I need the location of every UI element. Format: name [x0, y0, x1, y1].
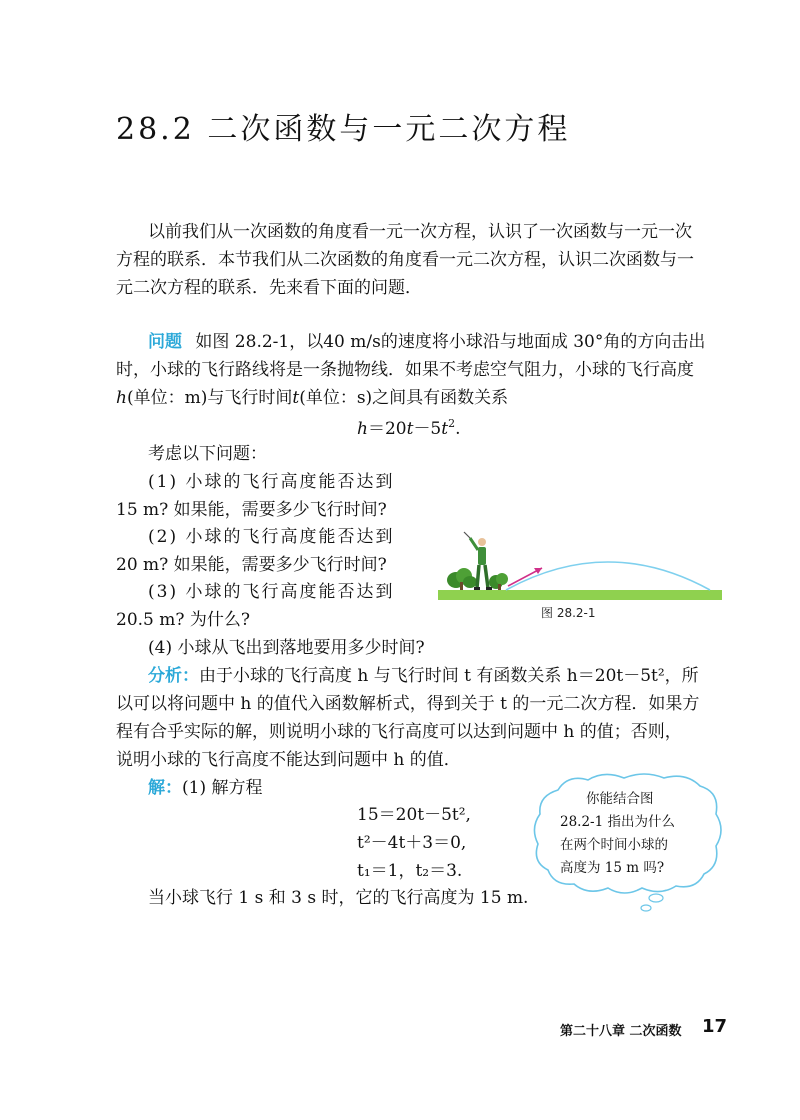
cloud-line-4: 高度为 15 m 吗? — [560, 860, 665, 876]
cloud-line-2: 28.2-1 指出为什么 — [560, 814, 676, 830]
analysis-label: 分析： — [148, 666, 199, 686]
question-3-line-1: (3) 小球的飞行高度能否达到 — [148, 582, 395, 602]
question-2-line-2: 20 m? 如果能，需要多少飞行时间? — [116, 555, 387, 575]
intro-line-1: 以前我们从一次函数的角度看一元一次方程，认识了一次函数与一元一次 — [148, 222, 692, 242]
footer-chapter: 第二十八章 二次函数 — [560, 1024, 682, 1039]
solution-label: 解： — [148, 778, 182, 798]
problem-text-1: 如图 28.2-1，以40 m/s的速度将小球沿与地面成 30°角的方向击出 — [195, 332, 706, 352]
golf-figure — [438, 524, 724, 604]
question-1-line-2: 15 m? 如果能，需要多少飞行时间? — [116, 500, 387, 520]
intro-line-2: 方程的联系．本节我们从二次函数的角度看一元二次方程，认识二次函数与一 — [116, 250, 694, 270]
formula-eq: ＝20 — [367, 419, 407, 439]
question-4: (4) 小球从飞出到落地要用多少时间? — [148, 638, 425, 658]
analysis-line-1 — [148, 662, 699, 691]
cloud-bubble-2 — [641, 905, 651, 911]
var-h: h — [116, 388, 127, 408]
question-1-line-1: (1) 小球的飞行高度能否达到 — [148, 472, 395, 492]
trajectory-arc — [506, 562, 710, 590]
problem-line-1 — [148, 328, 705, 357]
question-2-line-1: (2) 小球的飞行高度能否达到 — [148, 527, 395, 547]
solution-eq-3: t₁＝1，t₂＝3. — [357, 861, 463, 881]
formula-sup: 2 — [448, 417, 456, 430]
problem-text-3a: (单位：m)与飞行时间 — [126, 388, 293, 408]
solution-eq-1: 15＝20t－5t², — [357, 805, 471, 825]
questions-intro: 考虑以下问题： — [148, 444, 267, 464]
problem-line-3 — [116, 384, 508, 413]
formula-end: . — [455, 419, 461, 439]
grass-strip — [438, 590, 722, 600]
solution-eq-2: t²－4t＋3＝0, — [357, 833, 467, 853]
formula-h: h — [357, 419, 368, 439]
problem-line-2: 时，小球的飞行路线将是一条抛物线．如果不考虑空气阻力，小球的飞行高度 — [116, 360, 694, 380]
problem-label: 问题 — [148, 332, 182, 352]
analysis-line-2: 以可以将问题中 h 的值代入函数解析式，得到关于 t 的一元二次方程．如果方 — [116, 694, 700, 714]
formula-mid: －5 — [413, 419, 442, 439]
bush-left — [447, 568, 477, 590]
formula-t1: t — [406, 419, 414, 439]
formula-t2: t — [441, 419, 449, 439]
solution-conclusion: 当小球飞行 1 s 和 3 s 时，它的飞行高度为 15 m. — [148, 888, 529, 908]
analysis-text-1: 由于小球的飞行高度 h 与飞行时间 t 有函数关系 h＝20t－5t²，所 — [199, 666, 699, 686]
page-number: 17 — [702, 1016, 728, 1037]
cloud-line-1: 你能结合图 — [586, 791, 654, 807]
intro-line-3: 元二次方程的联系．先来看下面的问题． — [116, 278, 422, 298]
cloud-bubble-1 — [649, 894, 663, 902]
analysis-line-4: 说明小球的飞行高度不能达到问题中 h 的值． — [116, 750, 461, 770]
analysis-line-3: 程有合乎实际的解，则说明小球的飞行高度可以达到问题中 h 的值；否则， — [116, 722, 682, 742]
cloud-line-3: 在两个时间小球的 — [560, 837, 668, 853]
solution-step: (1) 解方程 — [182, 778, 263, 798]
section-title: 28.2 二次函数与一元二次方程 — [116, 112, 571, 147]
solution-line — [148, 774, 262, 803]
problem-text-3b: (单位：s)之间具有函数关系 — [299, 388, 509, 408]
var-t: t — [292, 388, 300, 408]
question-3-line-2: 20.5 m? 为什么? — [116, 610, 251, 630]
function-formula — [357, 414, 461, 439]
figure-caption: 图 28.2-1 — [541, 606, 596, 620]
